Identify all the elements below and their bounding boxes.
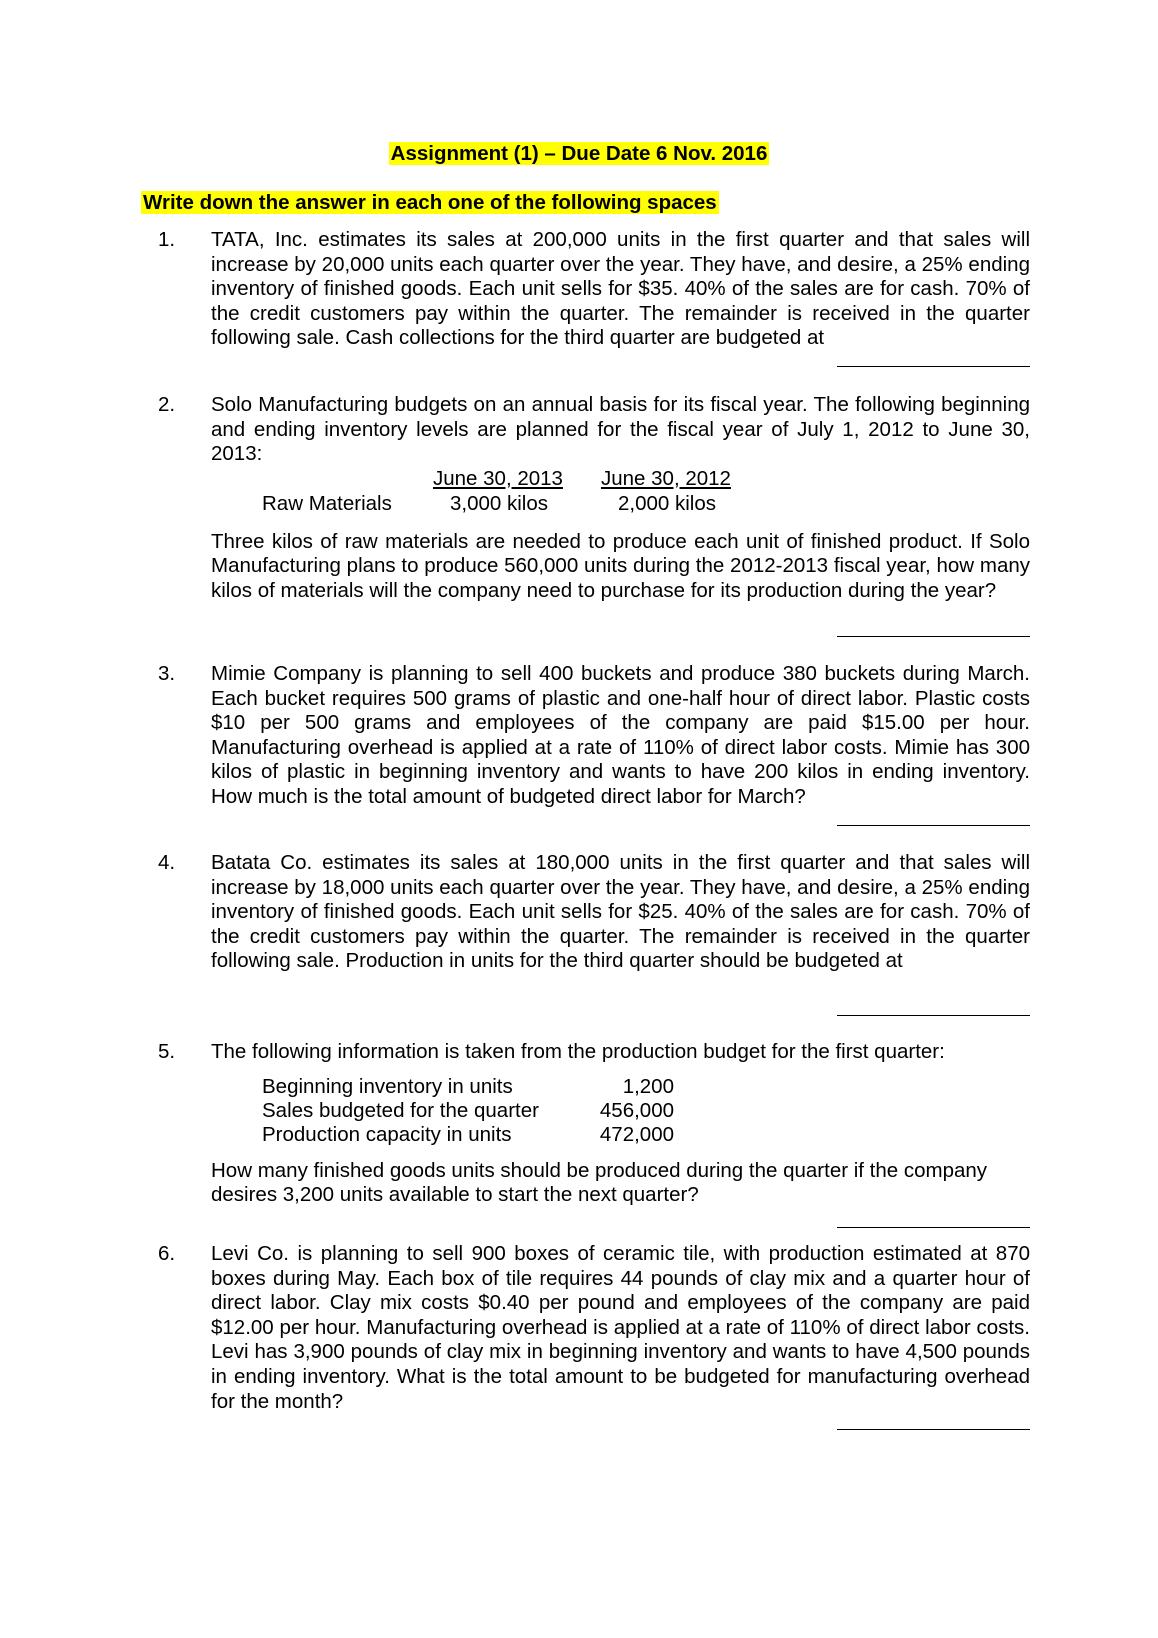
question-intro: Solo Manufacturing budgets on an annual basis for its fiscal year. The following beginning and ending inventory levels are planned for the fiscal year of July 1, 2012 to June 30, 2013: bbox=[211, 393, 1030, 466]
answer-blank-2[interactable] bbox=[837, 636, 1030, 637]
info-label: Production capacity in units bbox=[262, 1122, 512, 1146]
instruction-text: Write down the answer in each one of the following spaces bbox=[143, 191, 717, 214]
question-number: 3. bbox=[158, 662, 176, 685]
question-text: Batata Co. estimates its sales at 180,000 units in the first quarter and that sales will increase by 18,000 units each quarter over the year. They have, and desire, a 25% ending inventory of finished goods. Each unit sells for $25. 40% of the sales are for cash. 70% of the credit customers pay within the quarter. The remainder is received in the quarter following sale. Production in units for the third quarter should be budgeted at bbox=[211, 851, 1030, 973]
question-text: Three kilos of raw materials are needed to produce each unit of finished product. If Solo Manufacturing plans to produce 560,000 units during the 2012-2013 fiscal year, how many kilos of materials will the company need to purchase for its production during the year? bbox=[211, 529, 1030, 602]
answer-blank-6[interactable] bbox=[837, 1429, 1030, 1430]
question-number: 1. bbox=[158, 228, 176, 251]
question-4 bbox=[158, 851, 1030, 974]
inventory-table bbox=[211, 467, 1030, 521]
question-2 bbox=[158, 393, 1030, 604]
info-value: 1,200 bbox=[622, 1074, 674, 1098]
info-label: Sales budgeted for the quarter bbox=[262, 1098, 539, 1122]
assignment-title bbox=[0, 142, 1158, 166]
table-value-2012: 2,000 kilos bbox=[618, 491, 717, 515]
answer-blank-4[interactable] bbox=[837, 1015, 1030, 1016]
info-value: 456,000 bbox=[599, 1098, 674, 1122]
question-6 bbox=[158, 1242, 1030, 1414]
question-number: 6. bbox=[158, 1242, 176, 1265]
question-3 bbox=[158, 662, 1030, 810]
table-row-label: Raw Materials bbox=[262, 491, 392, 515]
question-number: 5. bbox=[158, 1040, 176, 1063]
answer-blank-5[interactable] bbox=[837, 1227, 1030, 1228]
budget-info-table bbox=[211, 1075, 1030, 1151]
question-text: TATA, Inc. estimates its sales at 200,000 units in the first quarter and that sales will increase by 20,000 units each quarter over the year. They have, and desire, a 25% ending inventory of finished goods. Each unit sells for $35. 40% of the sales are for cash. 70% of the credit customers pay within the quarter. The remainder is received in the quarter following sale. Cash collections for the third quarter are budgeted at bbox=[211, 228, 1030, 350]
question-intro: The following information is taken from the production budget for the first quarter: bbox=[211, 1040, 945, 1063]
question-text: How many finished goods units should be produced during the quarter if the company desires 3,200 units available to start the next quarter? bbox=[211, 1158, 988, 1207]
table-value-2013: 3,000 kilos bbox=[450, 491, 549, 515]
question-text: Mimie Company is planning to sell 400 buckets and produce 380 buckets during March. Each bucket requires 500 grams of plastic and one-half hour of direct labor. Plastic costs $10 per 500 grams and employees of the company are paid $15.00 per hour. Manufacturing overhead is applied at a rate of 110% of direct labor costs. Mimie has 300 kilos of plastic in beginning inventory and wants to have 200 kilos in ending inventory. How much is the total amount of budgeted direct labor for March? bbox=[211, 662, 1030, 808]
table-header-2013: June 30, 2013 bbox=[433, 466, 563, 490]
question-number: 4. bbox=[158, 851, 176, 874]
table-header-2012: June 30, 2012 bbox=[601, 466, 731, 490]
question-5 bbox=[158, 1040, 1030, 1208]
info-value: 472,000 bbox=[599, 1122, 674, 1146]
answer-blank-3[interactable] bbox=[837, 825, 1030, 826]
assignment-title-text: Assignment (1) – Due Date 6 Nov. 2016 bbox=[390, 142, 768, 165]
instruction bbox=[141, 191, 719, 215]
question-text: Levi Co. is planning to sell 900 boxes of ceramic tile, with production estimated at 870 boxes during May. Each box of tile requires 44 pounds of clay mix and a quarter hour of direct labor. Clay mix costs $0.40 per pound and employees of the company are paid $12.00 per hour. Manufacturing overhead is applied at a rate of 110% of direct labor costs. Levi has 3,900 pounds of clay mix in beginning inventory and wants to have 4,500 pounds in ending inventory. What is the total amount to be budgeted for manufacturing overhead for the month? bbox=[211, 1242, 1030, 1413]
info-label: Beginning inventory in units bbox=[262, 1074, 513, 1098]
question-number: 2. bbox=[158, 393, 176, 416]
question-1 bbox=[158, 228, 1030, 351]
answer-blank-1[interactable] bbox=[837, 366, 1030, 367]
